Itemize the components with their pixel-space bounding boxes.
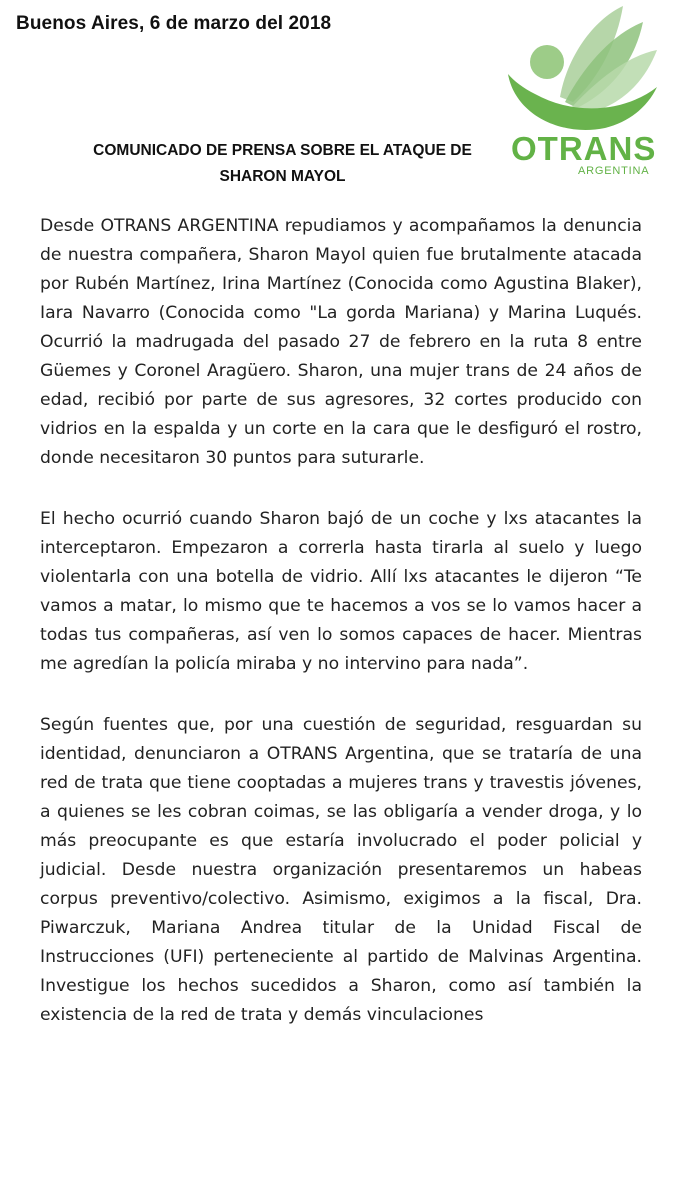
paragraph-1: Desde OTRANS ARGENTINA repudiamos y acompañamos la denuncia de nuestra compañera, Sharon Mayol quien fue brutalmente atacada por Rubén Martínez, Irina Martínez (Conocida como Agustina Blaker), Iara Navarro (Conocida como "La gorda Mariana) y Marina Luqués. Ocurrió la madrugada del pasado 27 de febrero en la ruta 8 entre Güemes y Coronel Aragüero. Sharon, una mujer trans de 24 años de edad, recibió por parte de sus agresores, 32 cortes producido con vidrios en la espalda y un corte en la cara que le desfiguró el rostro, donde necesitaron 30 puntos para suturarle. xyxy=(40,216,642,468)
paragraph-3: Según fuentes que, por una cuestión de seguridad, resguardan su identidad, denunciaron a OTRANS Argentina, que se trataría de una red de trata que tiene cooptadas a mujeres trans y travestis jóvenes, a quienes se les cobran coimas, se las obligaría a vender droga, y lo más preocupante es que estaría involucrado el poder policial y judicial. Desde nuestra organización presentaremos un habeas corpus preventivo/colectivo. Asimismo, exigimos a la fiscal, Dra. Piwarczuk, Mariana Andrea titular de la Unidad Fiscal de Instrucciones (UFI) perteneciente al partido de Malvinas Argentina. Investigue los hechos sucedidos a Sharon, como así también la existencia de la red de trata y demás vinculaciones xyxy=(40,715,642,1025)
document-date: Buenos Aires, 6 de marzo del 2018 xyxy=(16,13,332,34)
press-release-body xyxy=(40,212,642,1062)
logo-name: OTRANS xyxy=(511,130,657,167)
otrans-logo xyxy=(505,2,670,182)
paragraph-2: El hecho ocurrió cuando Sharon bajó de un coche y lxs atacantes la interceptaron. Empezaron a correrla hasta tirarla al suelo y luego violentarla con una botella de vidrio. Allí lxs atacantes le dijeron “Te vamos a matar, lo mismo que te hacemos a vos se lo vamos hacer a todas tus compañeras, así ven lo somos capaces de hacer. Mientras me agredían la policía miraba y no intervino para nada”. xyxy=(40,509,642,674)
logo-subtitle: ARGENTINA xyxy=(578,165,650,177)
press-release-title: COMUNICADO DE PRENSA SOBRE EL ATAQUE DE SHARON MAYOL xyxy=(93,142,472,185)
otrans-leaf-icon xyxy=(505,2,670,137)
